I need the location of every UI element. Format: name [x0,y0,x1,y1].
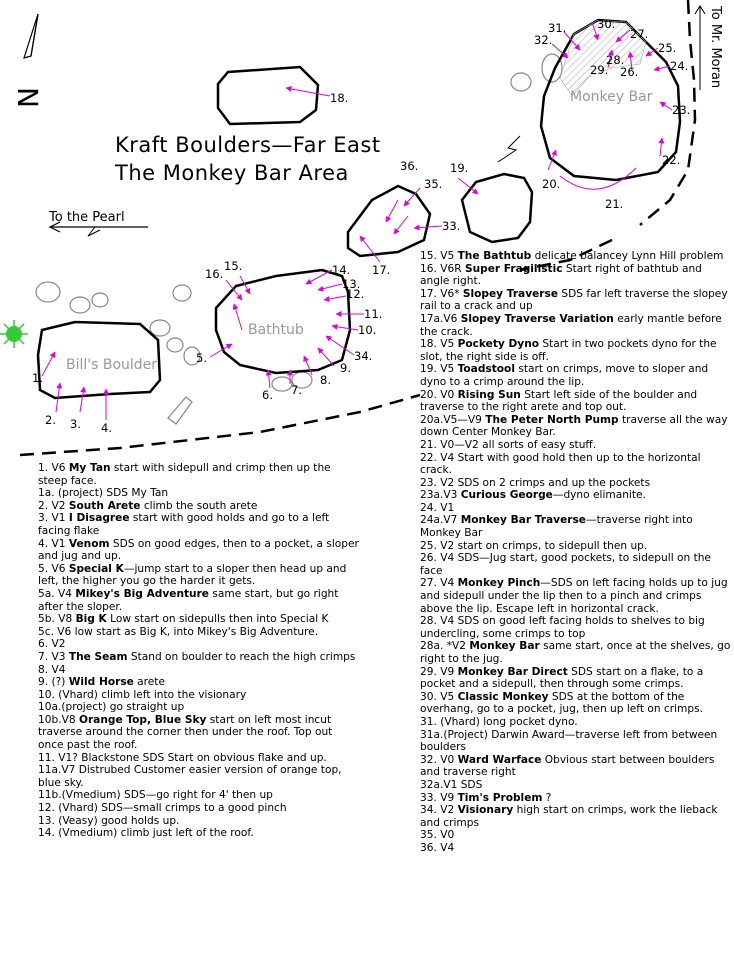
problem-description: start with good holds and go to a left facing flake [38,512,330,537]
problem-grade-text: 24a.V7 [420,514,461,527]
boulder-label-monkey-bar: Monkey Bar [570,89,653,105]
problem-number-label: 24. [670,59,689,73]
problem-name: Visionary [457,804,514,817]
problem-number-label: 9. [340,361,351,375]
problem-grade-text: 31. (Vhard) long pocket dyno. [420,715,578,728]
problem-description: Start left side of the boulder and traverse to the right arete and top out. [420,388,698,414]
problem-number-label: 7. [291,383,302,397]
problem-entry [420,439,732,452]
problem-entry [420,540,732,553]
problem-number-label: 20. [542,177,561,191]
problem-number-label: 33. [442,219,461,233]
problem-number-label: 3. [70,417,81,431]
problem-name: Super Fragilistic [464,262,563,275]
problem-grade-text: 24. V1 [420,501,455,514]
problem-grade-text: 28a. *V2 [420,640,470,653]
problem-name: South Arete [68,499,141,512]
problem-entry [420,514,732,539]
problem-entry [38,487,360,500]
problem-grade-text: 36. V4 [420,841,455,854]
problem-entry [420,552,732,577]
boulder-label-bathtub: Bathtub [248,322,304,338]
problem-number-label: 28. [606,53,625,67]
problem-number-label: 36. [400,159,419,173]
problem-name: Slopey Traverse Variation [460,312,614,325]
problem-grade-text: 3. V1 [38,512,69,525]
problem-description: SDS start on a flake, to a pocket and a sidepull, then through some crimps. [420,665,704,691]
problem-name: Classic Monkey [457,690,549,703]
problem-number-label: 15. [224,259,243,273]
problem-entry [38,689,360,702]
problem-arrow [42,352,55,376]
problem-entry [38,563,360,588]
boulder-slopey [348,186,430,256]
problem-number-label: 22. [662,153,681,167]
problem-description: —dyno elimanite. [552,489,646,502]
problem-grade-text: 16. V6R [420,262,465,275]
problem-grade-text: 20a.V5—V9 [420,413,486,426]
problem-entry [38,827,360,840]
problem-grade-text: 8. V4 [38,663,66,676]
problem-name: I Disagree [68,512,130,525]
problem-description: delicate balancey Lynn Hill problem [531,250,724,262]
problem-grade-text: 5b. V8 [38,613,76,626]
problem-entry [420,729,732,754]
problem-arrow [80,387,84,412]
problem-description: —jump start to a sloper then head up and left, the higher you go the harder it gets. [38,562,347,588]
problem-grade-text: 11. V1? Blackstone SDS Start on obvious flake and up. [38,751,327,764]
problem-entry [420,250,732,263]
problem-entry [38,613,360,626]
problem-number-label: 27. [630,27,649,41]
problem-grade-text: 10a.(project) go straight up [38,701,185,714]
problem-entry [420,338,732,363]
problem-entry [420,691,732,716]
problem-entry [420,829,732,842]
problem-entry [38,626,360,639]
tree-icon [0,320,28,348]
problem-grade-text: 5c. V6 low start as Big K, into Mikey's Big Adventure. [38,625,319,638]
problem-list-right [420,250,732,855]
problem-grade-text: 23a.V3 [420,489,461,502]
problem-description: start with sidepull and crimp then up the steep face. [38,462,331,487]
problem-grade-text: 2. V2 [38,499,69,512]
problem-number-label: 12. [346,287,365,301]
problem-grade-text: 10b.V8 [38,713,79,726]
problem-entry [420,363,732,388]
problem-name: Wild Horse [68,676,134,689]
problem-entry [420,414,732,439]
problem-description: ? [542,791,552,804]
problem-arrow [318,284,342,290]
problem-number-label: 6. [262,388,273,402]
problem-number-label: 8. [320,373,331,387]
boulder-label-bills: Bill's Boulder [66,357,158,373]
problem-entry [38,815,360,828]
problem-grade-text: 32a.V1 SDS [420,778,483,791]
problem-arrow [318,348,334,366]
problem-arrow [324,296,346,300]
problem-number-label: 32. [534,33,553,47]
problem-entry [38,512,360,537]
problem-name: Big K [75,613,107,626]
problem-arrow [660,102,672,110]
problem-entry [420,502,732,515]
problem-grade-text: 17. V6* [420,287,463,300]
problem-name: The Seam [68,650,128,663]
problem-entry [420,804,732,829]
problem-grade-text: 1a. (project) SDS My Tan [38,487,169,500]
problem-number-label: 31. [548,21,567,35]
problem-grade-text: 34. V2 [420,804,458,817]
problem-number-label: 1. [32,371,43,385]
problem-description: arete [133,676,165,689]
problem-description: same start, but go right after the sloper. [38,587,339,613]
to-pearl-label: To the Pearl [49,210,125,225]
problem-grade-text: 23. V2 SDS on 2 crimps and up the pockets [420,476,651,489]
problem-entry [38,664,360,677]
problem-number-label: 23. [672,103,691,117]
problem-entry [420,716,732,729]
problem-number-label: 10. [358,323,377,337]
problem-entry [38,538,360,563]
problem-name: The Bathtub [457,250,532,262]
problem-grade-text: 32. V0 [420,753,458,766]
problem-entry [38,764,360,789]
problem-grade-text: 17a.V6 [420,312,461,325]
problem-entry [38,638,360,651]
problem-entry [38,500,360,513]
problem-number-label: 30. [597,17,616,31]
problem-grade-text: 20. V0 [420,388,458,401]
problem-entry [420,489,732,502]
problem-entry [38,752,360,765]
problem-arrow [286,88,330,96]
problem-entry [38,701,360,714]
problem-name: My Tan [68,462,111,474]
problem-grade-text: 15. V5 [420,250,458,262]
problem-description: traverse all the way down Center Monkey Bar. [420,413,728,439]
problem-grade-text: 11a.V7 Distrubed Customer easier version of orange top, blue sky. [38,764,342,789]
problem-number-label: 4. [101,421,112,435]
problem-entry [38,588,360,613]
problem-name: Venom [68,537,110,550]
problem-name: The Peter North Pump [485,413,619,426]
north-arrow-icon [12,14,45,108]
problem-grade-text: 1. V6 [38,462,69,474]
problem-description: same start, once at the shelves, go right to the jug. [420,640,731,665]
problem-number-label: 16. [205,267,224,281]
problem-number-label: 2. [45,413,56,427]
problem-description: climb the south arete [140,499,258,512]
problem-name: Toadstool [457,363,515,376]
problem-arrow [386,200,398,222]
problem-grade-text: 27. V4 [420,577,458,590]
problem-number-label: 25. [658,41,677,55]
problem-arrow [226,280,242,300]
problem-description: early mantle before the crack. [420,312,722,338]
problem-description: Low start on sidepulls then into Special K [106,613,329,626]
problem-grade-text: 9. (?) [38,676,69,689]
problem-entry [420,792,732,805]
problem-grade-text: 25. V2 start on crimps, to sidepull then up. [420,539,648,552]
problem-entry [420,754,732,779]
problem-entry [420,842,732,855]
problem-description: Start in two pockets dyno for the slot, the right side is off. [420,338,717,363]
problem-entry [38,676,360,689]
problem-entry [420,452,732,477]
break-symbol-icon [498,136,520,162]
problem-name: Orange Top, Blue Sky [78,713,207,726]
problem-description: start on crimps, move to sloper and dyno to a crimp around the lip. [420,363,709,388]
problem-grade-text: 21. V0—V2 all sorts of easy stuff. [420,438,597,451]
problem-name: Monkey Bar Traverse [460,514,586,527]
problem-arrow [394,216,408,234]
problem-name: Monkey Pinch [457,577,541,590]
problem-arrow [332,326,358,330]
problem-entry [420,666,732,691]
problem-number-label: 17. [372,263,391,277]
problem-grade-text: 12. (Vhard) SDS—small crimps to a good pinch [38,802,287,815]
problem-grade-text: 5. V6 [38,562,69,575]
problem-grade-text: 35. V0 [420,829,455,842]
problem-number-label: 13. [342,277,361,291]
problem-entry [38,789,360,802]
problem-name: Rising Sun [457,388,521,401]
problem-grade-text: 11b.(Vmedium) SDS—go right for 4' then up [38,789,273,802]
problem-name: Tim's Problem [457,791,543,804]
problem-name: Slopey Traverse [462,287,559,300]
problem-description: high start on crimps, work the lieback and crimps [420,804,718,829]
problem-entry [38,714,360,752]
problem-number-label: 19. [450,161,469,175]
problem-grade-text: 18. V5 [420,338,458,351]
problem-entry [420,313,732,338]
problem-name: Mikey's Big Adventure [75,587,209,600]
to-moran-label: To Mr. Moran [708,6,723,89]
problem-grade-text: 30. V5 [420,690,458,703]
problem-number-label: 35. [424,177,443,191]
problem-description: start on left most incut traverse around the corner then under the roof. Top out once past the roof. [38,713,333,752]
problem-arrow [654,66,670,70]
problem-number-label: 26. [620,65,639,79]
problem-name: Curious George [460,489,553,502]
problem-description: —SDS on left facing holds up to jug and sidepull under the lip then to a pinch and crimps above the lip. Escape left in horizontal crack. [420,577,728,615]
problem-grade-text: 10. (Vhard) climb left into the visionary [38,688,247,701]
problem-name: Ward Warface [457,753,542,766]
problem-name: Monkey Bar [469,640,540,653]
problem-grade-text: 19. V5 [420,363,458,376]
problem-name: Pockety Dyno [457,338,540,351]
problem-number-label: 18. [330,91,349,105]
problem-number-label: 34. [354,349,373,363]
map-title-line1: Kraft Boulders—Far East [115,133,381,157]
problem-grade-text: 28. V4 SDS on good left facing holds to shelves to big undercling, some crimps to top [420,615,705,640]
problem-entry [420,640,732,665]
problem-number-label: 21. [605,197,624,211]
problem-grade-text: 5a. V4 [38,587,76,600]
problem-entry [420,263,732,288]
problem-grade-text: 33. V9 [420,791,458,804]
problem-entry [38,651,360,664]
problem-description: —traverse right into Monkey Bar [420,514,693,540]
problem-grade-text: 29. V9 [420,665,458,678]
problem-arrow [326,336,354,355]
boulder-toadstool [462,174,532,242]
boulder-pockety-dyno [218,67,318,124]
problem-entry [38,802,360,815]
problem-list-left [38,462,360,840]
problem-name: Special K [68,562,124,575]
problem-description: SDS at the bottom of the overhang, go to a pocket, jug, then up left on crimps. [420,690,703,716]
map-title-line2: The Monkey Bar Area [115,161,349,185]
problem-description: SDS far left traverse the slopey rail to a crack and up [420,287,728,313]
problem-description: Start right of bathtub and angle right. [420,262,702,288]
problem-number-label: 29. [590,63,609,77]
problem-arrow [234,304,242,330]
problem-grade-text: 7. V3 [38,650,69,663]
problem-description: SDS on good edges, then to a pocket, a sloper and jug and up. [38,537,359,563]
north-label: N [12,87,45,108]
problem-name: Monkey Bar Direct [457,665,568,678]
problem-grade-text: 14. (Vmedium) climb just left of the roof. [38,827,254,840]
problem-number-label: 11. [364,307,383,321]
problem-entry [420,288,732,313]
problem-entry [420,615,732,640]
problem-arrow [360,236,380,262]
problem-grade-text: 13. (Veasy) good holds up. [38,814,180,827]
problem-grade-text: 6. V2 [38,638,66,651]
problem-grade-text: 22. V4 Start with good hold then up to the horizontal crack. [420,451,701,477]
problem-grade-text: 4. V1 [38,537,69,550]
problem-entry [420,779,732,792]
problem-grade-text: 31a.(Project) Darwin Award—traverse left from between boulders [420,728,718,754]
problem-number-label: 14. [332,263,351,277]
problem-description: Stand on boulder to reach the high crimps [127,650,356,663]
problem-entry [420,389,732,414]
problem-number-label: 5. [196,351,207,365]
problem-entry [420,577,732,615]
problem-entry [420,477,732,490]
problem-description: Obvious start between boulders and traverse right [420,753,715,779]
problem-grade-text: 26. V4 SDS—Jug start, good pockets, to sidepull on the face [420,552,711,577]
problem-entry [38,462,360,487]
